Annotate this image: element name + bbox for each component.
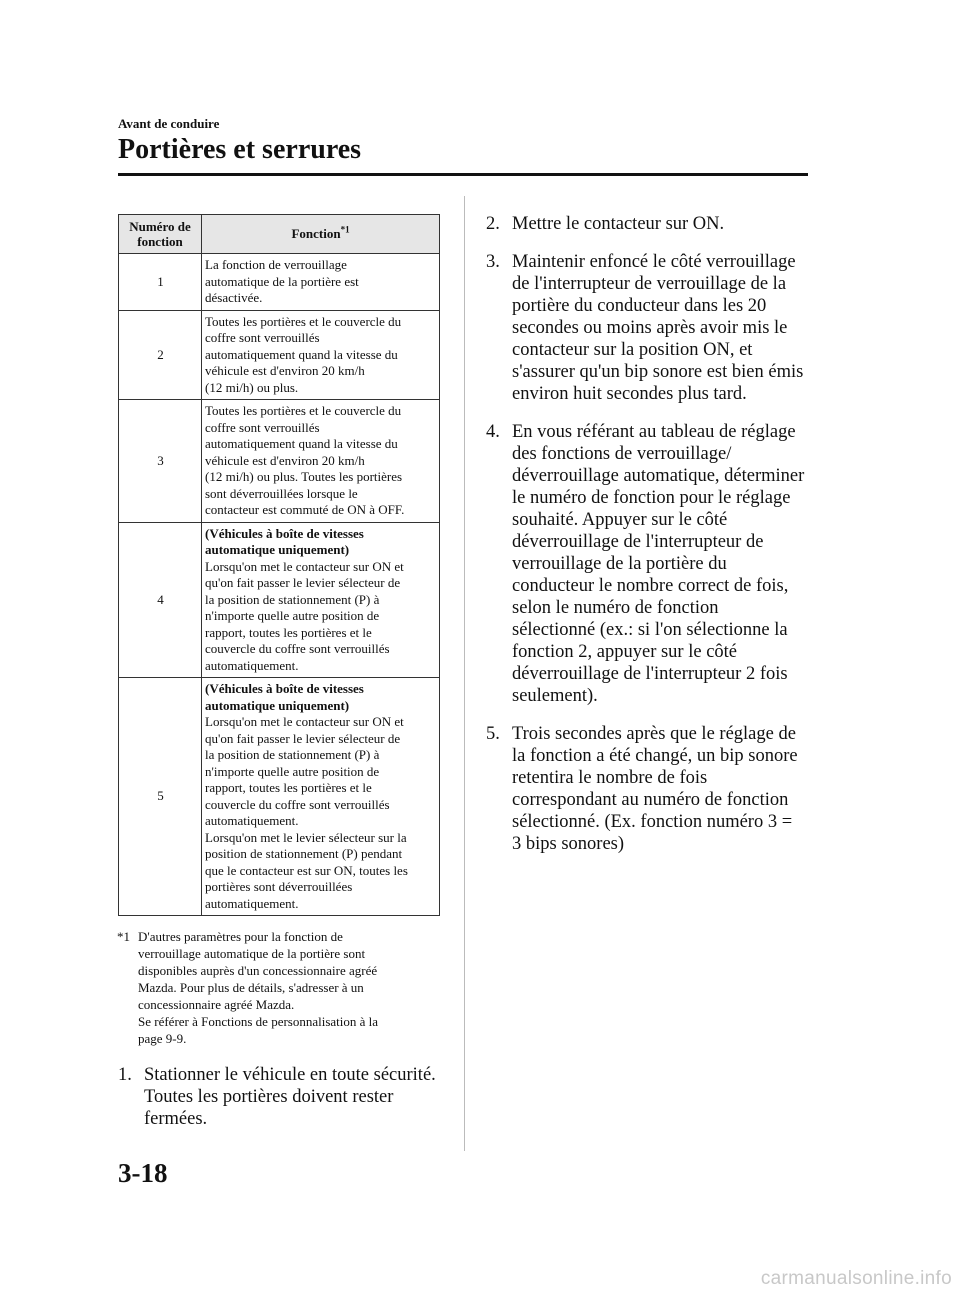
step-text-line: le numéro de fonction pour le réglage bbox=[512, 488, 791, 508]
footnote-line: verrouillage automatique de la portière sont bbox=[138, 946, 366, 961]
function-text-line: véhicule est d'environ 20 km/h bbox=[205, 452, 365, 468]
step-text-line: sélectionné. (Ex. fonction numéro 3 = bbox=[512, 812, 793, 832]
step-text-line: déverrouillage de l'interrupteur 2 fois bbox=[512, 664, 788, 684]
footnote bbox=[118, 928, 438, 1047]
table-row bbox=[119, 254, 440, 311]
procedure-step bbox=[486, 251, 812, 405]
function-text-line: position de stationnement (P) pendant bbox=[205, 846, 403, 861]
function-table bbox=[118, 214, 440, 916]
footnote-mark: *1 bbox=[117, 929, 130, 944]
function-text-line: qu'on fait passer le levier sélecteur de bbox=[205, 730, 401, 746]
table-row bbox=[119, 400, 440, 523]
function-text-line: Lorsqu'on met le levier sélecteur sur la bbox=[205, 829, 407, 845]
step-number: 4. bbox=[486, 422, 500, 442]
step-number: 2. bbox=[486, 214, 500, 234]
step-number: 3. bbox=[486, 252, 500, 272]
step-text-line: souhaité. Appuyer sur le côté bbox=[512, 510, 728, 530]
function-text-line: la position de stationnement (P) à bbox=[205, 747, 380, 762]
function-text-line: automatiquement quand la vitesse du bbox=[205, 436, 398, 451]
function-text-line: qu'on fait passer le levier sélecteur de bbox=[205, 575, 401, 590]
step-number: 1. bbox=[118, 1065, 132, 1085]
function-condition: automatique uniquement) bbox=[205, 697, 350, 713]
right-column bbox=[486, 213, 812, 871]
function-number: 1 bbox=[119, 254, 202, 311]
step-text-line: conducteur le nombre correct de fois, bbox=[512, 576, 789, 596]
function-text-line: véhicule est d'environ 20 km/h bbox=[205, 363, 365, 378]
title-rule bbox=[118, 173, 808, 176]
function-number: 5 bbox=[119, 678, 202, 916]
function-description bbox=[202, 522, 440, 678]
function-text-line: rapport, toutes les portières et le bbox=[205, 780, 372, 795]
left-steps bbox=[118, 1064, 440, 1130]
step-text-line: fonction 2, appuyer sur le côté bbox=[512, 642, 738, 662]
procedure-step bbox=[486, 723, 812, 855]
function-text-line: désactivée. bbox=[205, 290, 263, 305]
function-text-line: Toutes les portières et le couvercle du bbox=[205, 403, 402, 418]
step-text-line: retentira le nombre de fois bbox=[512, 768, 708, 788]
function-text-line: (12 mi/h) ou plus. Toutes les portières bbox=[205, 469, 403, 484]
function-text-line: couvercle du coffre sont verrouillés bbox=[205, 641, 390, 656]
step-text-line: Stationner le véhicule en toute sécurité. bbox=[144, 1065, 436, 1085]
step-text-line: Mettre le contacteur sur ON. bbox=[512, 214, 725, 234]
step-text-line: portière du conducteur dans les 20 bbox=[512, 296, 767, 316]
function-text-line: portières sont déverrouillées bbox=[205, 879, 353, 894]
table-row bbox=[119, 522, 440, 678]
step-text-line: seulement). bbox=[512, 686, 598, 706]
function-text-line: sont déverrouillées lorsque le bbox=[205, 485, 358, 501]
procedure-step bbox=[486, 421, 812, 707]
function-condition: automatique uniquement) bbox=[205, 542, 350, 557]
footnote-text bbox=[138, 928, 438, 1047]
function-text-line: (12 mi/h) ou plus. bbox=[205, 379, 299, 395]
section-label: Avant de conduire bbox=[118, 116, 220, 131]
step-text-line: de l'interrupteur de verrouillage de la bbox=[512, 274, 787, 294]
function-condition: (Véhicules à boîte de vitesses bbox=[205, 525, 364, 541]
function-text-line: La fonction de verrouillage bbox=[205, 257, 347, 272]
function-text-line: Toutes les portières et le couvercle du bbox=[205, 313, 402, 329]
step-text-line: correspondant au numéro de fonction bbox=[512, 790, 789, 810]
function-text-line: contacteur est commuté de ON à OFF. bbox=[205, 502, 405, 517]
step-text-line: En vous référant au tableau de réglage bbox=[512, 422, 796, 442]
function-description bbox=[202, 310, 440, 400]
step-text-line: 3 bips sonores) bbox=[512, 834, 625, 854]
step-text-line: déverrouillage de l'interrupteur de bbox=[512, 532, 764, 552]
procedure-step bbox=[486, 213, 812, 235]
function-description bbox=[202, 254, 440, 311]
function-text-line: n'importe quelle autre position de bbox=[205, 608, 380, 623]
function-text-line: automatiquement quand la vitesse du bbox=[205, 346, 398, 362]
footnote-line: D'autres paramètres pour la fonction de bbox=[138, 929, 343, 944]
footnote-line: disponibles auprès d'un concessionnaire agréé bbox=[138, 963, 378, 978]
page-title: Portières et serrures bbox=[118, 134, 362, 165]
footnote-line: Se référer à Fonctions de personnalisation à la bbox=[138, 1014, 379, 1029]
function-condition: (Véhicules à boîte de vitesses bbox=[205, 681, 364, 696]
header-number-line: Numéro de bbox=[129, 219, 191, 234]
function-text-line: rapport, toutes les portières et le bbox=[205, 624, 372, 640]
function-text-line: la position de stationnement (P) à bbox=[205, 591, 380, 607]
table-header-row bbox=[119, 215, 440, 254]
step-text-line: Toutes les portières doivent rester bbox=[144, 1087, 394, 1107]
footnote-line: concessionnaire agréé Mazda. bbox=[138, 997, 295, 1012]
step-text-line: verrouillage de la portière du bbox=[512, 554, 727, 574]
function-text-line: couvercle du coffre sont verrouillés bbox=[205, 796, 390, 812]
footnote-ref: *1 bbox=[340, 224, 350, 235]
page-number: 3-18 bbox=[118, 1158, 168, 1188]
table-row bbox=[119, 678, 440, 916]
function-number: 3 bbox=[119, 400, 202, 523]
header-function bbox=[202, 215, 440, 254]
table-body bbox=[119, 254, 440, 916]
step-text-line: secondes ou moins après avoir mis le bbox=[512, 318, 788, 338]
footnote-line: Mazda. Pour plus de détails, s'adresser à un bbox=[138, 980, 364, 995]
step-text-line: contacteur sur la position ON, et bbox=[512, 340, 753, 360]
function-text-line: automatiquement. bbox=[205, 657, 299, 673]
left-column bbox=[118, 214, 440, 1130]
function-text-line: automatique de la portière est bbox=[205, 273, 359, 289]
function-text-line: coffre sont verrouillés bbox=[205, 330, 320, 345]
step-text-line: la fonction a été changé, un bip sonore bbox=[512, 746, 798, 766]
function-description bbox=[202, 678, 440, 916]
step-number: 5. bbox=[486, 724, 500, 744]
function-number: 4 bbox=[119, 522, 202, 678]
function-text-line: n'importe quelle autre position de bbox=[205, 763, 380, 779]
watermark: carmanualsonline.info bbox=[760, 1268, 952, 1289]
function-text-line: Lorsqu'on met le contacteur sur ON et bbox=[205, 714, 404, 729]
function-text-line: automatiquement. bbox=[205, 813, 299, 828]
procedure-step bbox=[118, 1064, 440, 1130]
step-text-line: s'assurer qu'un bip sonore est bien émis bbox=[512, 362, 804, 382]
step-text-line: sélectionné (ex.: si l'on sélectionne la bbox=[512, 620, 788, 640]
step-text-line: déverrouillage automatique, déterminer bbox=[512, 466, 805, 486]
function-text-line: automatiquement. bbox=[205, 895, 299, 911]
step-text-line: Trois secondes après que le réglage de bbox=[512, 724, 796, 744]
step-text-line: environ huit secondes plus tard. bbox=[512, 384, 747, 404]
step-text-line: des fonctions de verrouillage/ bbox=[512, 444, 732, 464]
function-number: 2 bbox=[119, 310, 202, 400]
header-number-line: fonction bbox=[137, 234, 183, 249]
table-row bbox=[119, 310, 440, 400]
function-text-line: Lorsqu'on met le contacteur sur ON et bbox=[205, 558, 404, 574]
function-description bbox=[202, 400, 440, 523]
function-text-line: coffre sont verrouillés bbox=[205, 419, 320, 435]
function-text-line: que le contacteur est sur ON, toutes les bbox=[205, 862, 408, 878]
header-function-label: Fonction bbox=[291, 225, 341, 241]
header-number bbox=[119, 215, 202, 254]
step-text-line: fermées. bbox=[144, 1109, 208, 1129]
step-text-line: selon le numéro de fonction bbox=[512, 598, 719, 618]
footnote-line: page 9-9. bbox=[138, 1031, 187, 1046]
step-text-line: Maintenir enfoncé le côté verrouillage bbox=[512, 252, 796, 272]
column-divider bbox=[464, 196, 465, 1151]
